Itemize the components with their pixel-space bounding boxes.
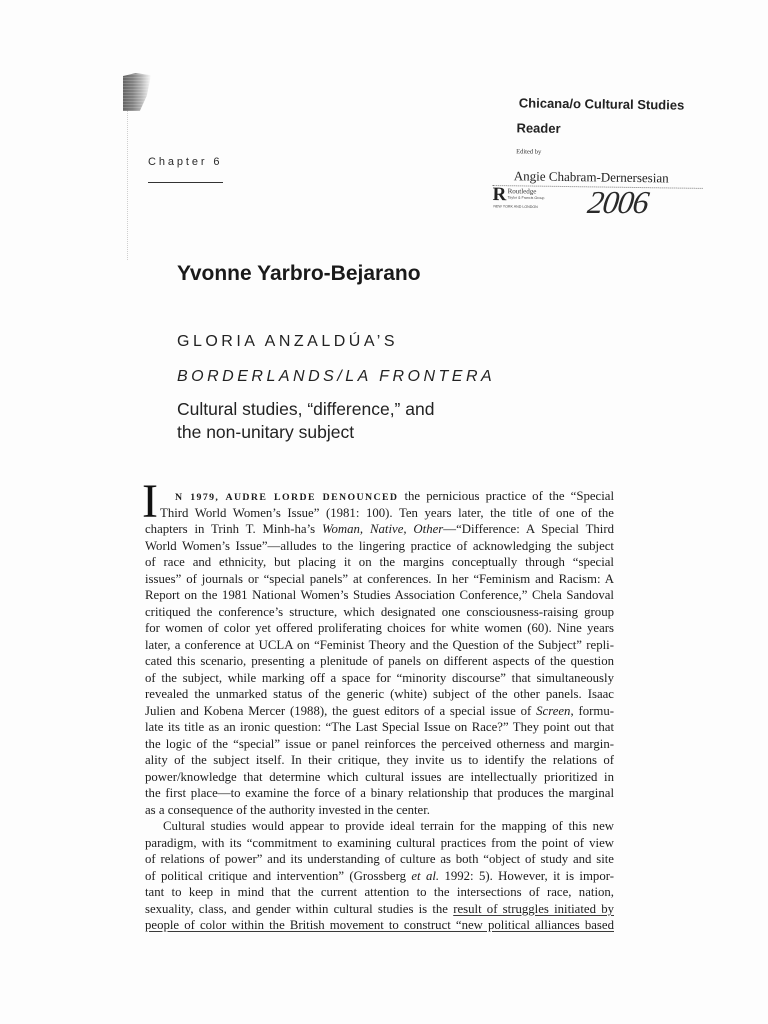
body-line: Report on the 1981 National Women’s Studies Association Conference,” Chela Sandoval — [145, 588, 614, 602]
handwritten-year: 2006 — [585, 184, 651, 220]
underlined-text: result of struggles initiated by — [453, 901, 614, 916]
scan-smudge — [123, 73, 151, 111]
publisher-logo-icon: R — [492, 183, 507, 206]
book-title-line-2: Reader — [516, 120, 561, 136]
body-line — [145, 521, 614, 538]
publisher-name: Routledge — [507, 187, 537, 196]
body-line: for women of color yet offered proliferating choices for white women (60). Nine years — [145, 621, 614, 635]
journal-title-italic: Screen — [536, 703, 571, 718]
body-line — [145, 917, 614, 934]
subtitle-line-2: the non-unitary subject — [177, 422, 355, 442]
body-line: power/knowledge that determine which cultural issues are intellectually prioritized in — [145, 769, 614, 784]
body-line: revealed the unmarked status of the generic (white) subject of the other panels. Isaac — [145, 687, 614, 701]
opening-small-caps: N 1979, AUDRE LORDE DENOUNCED — [175, 492, 399, 503]
body-line: World Women’s Issue”—alludes to the lingering practice of acknowledging the subject — [145, 538, 614, 553]
body-line: ality of the subject itself. In their critique, they invite us to identify the relations of — [145, 753, 614, 767]
publisher-group: Taylor & Francis Group — [507, 196, 545, 201]
body-line: late its title as an ironic question: “The Last Special Issue on Race?” They point out that — [145, 720, 614, 734]
body-line: as a consequence of the authority invested in the center. — [145, 802, 430, 817]
book-title: Chicana/o Cultural Studies — [518, 95, 685, 113]
body-line: the logic of the “special” issue or panel reinforces the perceived otherness and margin- — [145, 736, 614, 751]
scan-edge-shadow — [127, 110, 129, 260]
article-title-line-1: GLORIA ANZALDÚA’S — [177, 333, 399, 350]
body-line: issues” of journals or “special panels” at conferences. In her “Feminism and Racism: A — [145, 571, 614, 586]
edited-by-label: Edited by — [516, 148, 542, 156]
article-title-line-2: BORDERLANDS/LA FRONTERA — [177, 368, 496, 385]
line-text: —“Difference: A Special Third — [443, 522, 615, 536]
author-name: Yvonne Yarbro-Bejarano — [177, 262, 421, 285]
body-line — [145, 868, 614, 885]
body-line: Cultural studies would appear to provide ideal terrain for the mapping of this new — [163, 819, 614, 833]
body-line: paradigm, with its “commitment to examining cultural practices from the point of view — [145, 835, 614, 850]
line-text: , formu- — [570, 703, 614, 718]
line-text: Julien and Kobena Mercer (1988), the guest editors of a special issue of — [145, 703, 537, 718]
body-line: cated this scenario, presenting a plenitude of panels on different aspects of the question — [145, 654, 614, 668]
publisher-location: NEW YORK AND LONDON — [493, 205, 538, 210]
body-line: critiqued the conference’s structure, which designated one consciousness-raising group — [145, 604, 614, 619]
body-line — [145, 901, 614, 918]
line-text: 1992: 5). However, it is impor- — [439, 868, 614, 883]
line-text: chapters in Trinh T. Minh-ha’s — [145, 522, 322, 536]
editor-name: Angie Chabram-Dernersesian — [513, 168, 669, 186]
subtitle-line-1: Cultural studies, “difference,” and — [177, 399, 435, 419]
line-text: sexuality, class, and gender within cultural studies is the — [145, 901, 454, 916]
body-line: the first place—to examine the force of a binary relationship that produces the marginal — [145, 786, 614, 800]
body-line — [145, 488, 614, 505]
body-text — [142, 475, 615, 934]
body-line: Third World Women’s Issue” (1981: 100). Ten years later, the title of one of the — [160, 505, 614, 520]
body-line: later, a conference at UCLA on “Feminist Theory and the Question of the Subject” repli- — [145, 637, 614, 652]
body-line: of the subject, while marking off a space for “minority discourse” that simultaneously — [145, 670, 614, 685]
citation-italic: et al. — [411, 868, 440, 883]
line-text: of political critique and intervention” (Grossberg — [145, 868, 412, 883]
book-title-italic: Woman, Native, Other — [322, 522, 444, 536]
underlined-text: people of color within the British movement to construct “new political alliances based — [145, 918, 614, 932]
body-line: of relations of power” and its understanding of culture as both “object of study and site — [145, 852, 614, 866]
chapter-rule — [148, 182, 223, 183]
line-text: the pernicious practice of the “Special — [398, 489, 615, 503]
body-line — [145, 703, 614, 720]
body-line: of race and ethnicity, but placing it on the margins conceptually through “special — [145, 555, 614, 569]
chapter-label: Chapter 6 — [148, 156, 223, 168]
drop-cap: I — [142, 475, 158, 528]
body-line: tant to keep in mind that the current attention to the intersections of race, nation, — [145, 885, 614, 899]
